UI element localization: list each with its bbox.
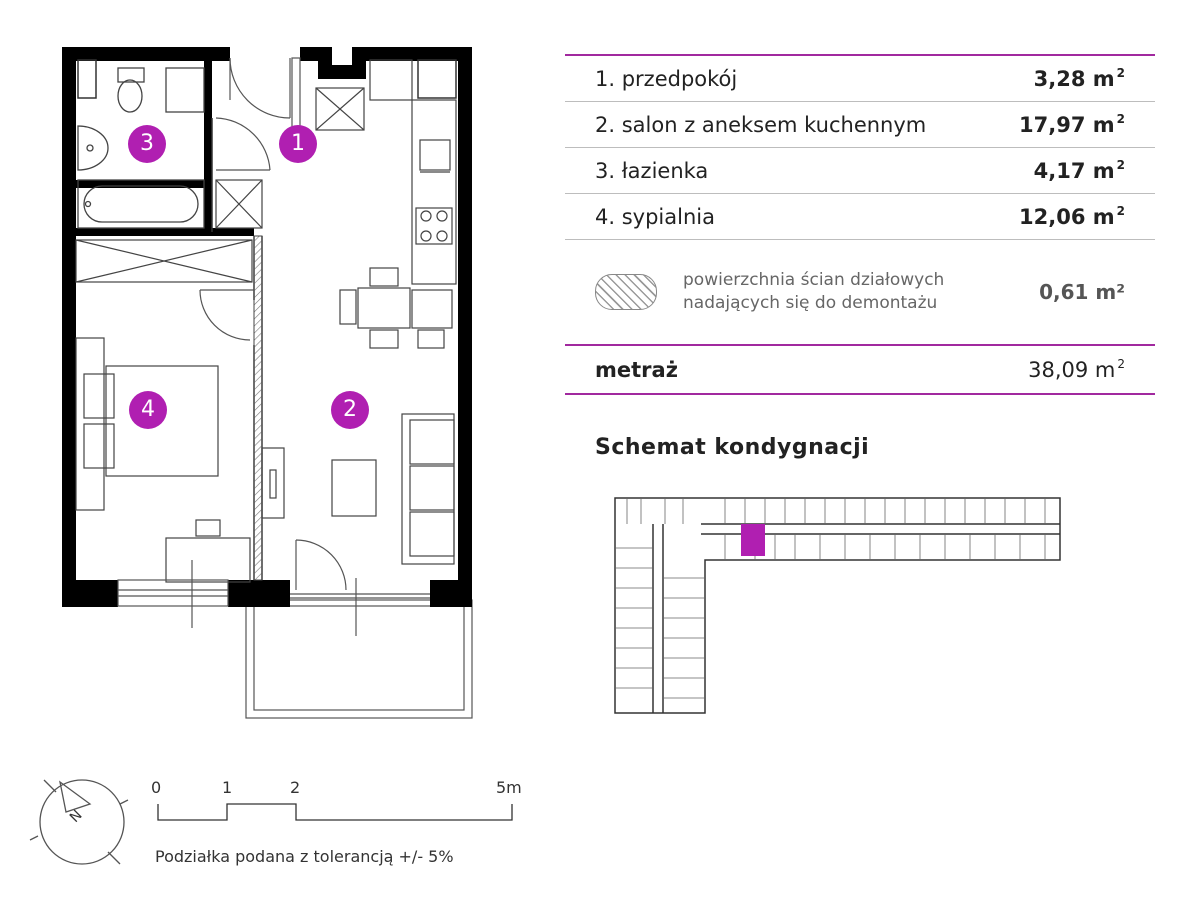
highlighted-apartment	[741, 524, 765, 556]
table-row	[565, 56, 1155, 101]
doors	[200, 58, 346, 590]
scale-tick-2: 2	[290, 778, 301, 797]
dining-set	[340, 268, 452, 348]
table-row	[565, 148, 1155, 193]
removable-walls-area: 0,61 m²	[1039, 280, 1125, 304]
room-badge-4: 4	[129, 391, 167, 429]
room-label: 2. salon z aneksem kuchennym	[595, 112, 927, 137]
total-label: metraż	[595, 357, 678, 382]
floor-schema	[605, 488, 1067, 720]
room-label: 4. sypialnia	[595, 204, 715, 229]
floor-schema-title: Schemat kondygnacji	[595, 435, 870, 460]
balcony	[246, 600, 472, 718]
compass-north-letter: N	[66, 807, 86, 826]
floor-plan	[0, 0, 560, 740]
room-area: 3,28 m $^2$	[1033, 65, 1125, 91]
scale-tolerance-note: Podziałka podana z tolerancją +/- 5%	[155, 847, 454, 866]
room-area: 4,17 m $^2$	[1033, 157, 1125, 183]
room-area: 12,06 m $^2$	[1019, 203, 1125, 229]
room-badge-1: 1	[279, 125, 317, 163]
scale-tick-1: 1	[222, 778, 233, 797]
table-row	[565, 194, 1155, 239]
room-label: 3. łazienka	[595, 158, 709, 183]
scale-tick-5m: 5m	[496, 778, 522, 797]
scale-tick-0: 0	[151, 778, 162, 797]
room-area-table	[565, 54, 1155, 395]
room-badge-2: 2	[331, 391, 369, 429]
removable-walls-description: powierzchnia ścian działowych nadających się do demontażu	[683, 270, 945, 313]
room-badge-3: 3	[128, 125, 166, 163]
hatch-swatch-icon	[595, 274, 657, 310]
removable-walls-row	[565, 240, 1155, 344]
total-area: 38,09 m $^2$	[1028, 356, 1125, 382]
sofa	[262, 414, 454, 564]
kitchen-counter	[412, 100, 456, 284]
total-area-row	[565, 346, 1155, 393]
room-area: 17,97 m $^2$	[1019, 111, 1125, 137]
table-row	[565, 102, 1155, 147]
room-label: 1. przedpokój	[595, 66, 738, 91]
